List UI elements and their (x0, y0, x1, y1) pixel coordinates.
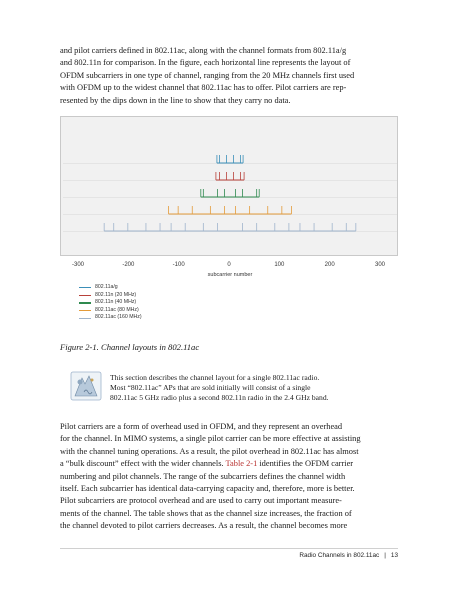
text-line: itself. Each subcarrier has identical data-carrying capacity and, therefore, more is better. (60, 484, 355, 494)
text-line: with OFDM up to the widest channel that 802.11ac has to offer. Pilot carriers are rep- (60, 83, 347, 93)
table-2-1-link[interactable]: Table 2-1 (225, 459, 258, 469)
x-tick-label: -200 (122, 262, 135, 268)
x-tick-label: 0 (227, 262, 231, 268)
text-fragment: a “bulk discount” effect with the wider channels. (60, 459, 226, 469)
x-tick-label: 300 (374, 262, 386, 268)
series-1 (216, 172, 244, 180)
channel-layout-figure (60, 116, 398, 336)
x-axis-label: subcarrier number (207, 272, 253, 278)
legend-item (79, 314, 142, 322)
page-footer (299, 552, 398, 559)
note-text (110, 373, 392, 403)
legend-label: 802.11n (40 MHz) (95, 299, 137, 306)
note-line: Most “802.11ac” APs that are sold initially will consist of a single (110, 383, 311, 392)
text-line: and 802.11n for comparison. In the figure, each horizontal line represents the layout of (60, 58, 351, 68)
plot-area (60, 116, 398, 256)
text-line: Pilot subcarriers are protocol overhead and are used to carry out important measure- (60, 496, 342, 506)
legend-swatch (79, 295, 91, 296)
page-number: 13 (390, 552, 398, 559)
text-line: and pilot carriers defined in 802.11ac, along with the channel formats from 802.11a/g (60, 46, 347, 55)
footer-rule (60, 548, 398, 549)
series-2 (201, 189, 259, 197)
text-line: OFDM subcarriers in one type of channel, ranging from the 20 MHz channels first used (60, 70, 355, 80)
legend-swatch (79, 318, 91, 319)
body-paragraph (60, 421, 398, 533)
chart-legend (79, 284, 142, 322)
legend-swatch (79, 310, 91, 311)
note-block (60, 370, 398, 408)
text-line: ments of the channel. The table shows that as the channel size increases, the fraction of (60, 508, 352, 518)
note-icon (70, 370, 102, 402)
legend-label: 802.11n (20 MHz) (95, 291, 137, 298)
text-fragment: identifies the OFDM carrier (257, 459, 354, 469)
legend-swatch (79, 302, 91, 303)
intro-paragraph (60, 45, 398, 107)
text-line: numbering and pilot channels. The range of the subcarriers defines the channel width (60, 471, 346, 481)
note-line: This section describes the channel layout for a single 802.11ac radio. (110, 373, 320, 382)
plot-svg (61, 117, 399, 257)
x-tick-label: -300 (71, 262, 85, 268)
legend-label: 802.11ac (80 MHz) (95, 306, 139, 313)
legend-item (79, 284, 142, 292)
text-line: resented by the dips down in the line to show that they carry no data. (60, 95, 291, 105)
series-3 (169, 206, 292, 214)
legend-item (79, 299, 142, 307)
series-0 (217, 155, 243, 163)
legend-swatch (79, 287, 91, 288)
legend-item (79, 292, 142, 300)
legend-item (79, 307, 142, 315)
x-tick-label: 100 (274, 262, 285, 268)
text-line: for the channel. In MIMO systems, a single pilot carrier can be more effective at assisting (60, 434, 361, 444)
text-line: the channel devoted to pilot carriers decreases. As a result, the channel becomes more (60, 521, 348, 531)
text-line: with the channel tuning operations. As a result, the pilot overhead in 802.11ac has almost (60, 446, 359, 456)
footer-section-title: Radio Channels in 802.11ac (299, 552, 380, 559)
text-line (60, 458, 398, 470)
x-tick-label: -100 (172, 262, 185, 268)
legend-label: 802.11ac (160 MHz) (95, 314, 142, 321)
footer-separator: | (384, 552, 386, 559)
text-line: Pilot carriers are a form of overhead used in OFDM, and they represent an overhead (60, 422, 343, 431)
series-4 (104, 223, 356, 231)
legend-label: 802.11a/g (95, 284, 118, 290)
x-tick-label: 200 (324, 262, 335, 268)
note-line: 802.11ac 5 GHz radio plus a second 802.11n radio in the 2.4 GHz band. (110, 393, 329, 402)
figure-caption: Figure 2-1. Channel layouts in 802.11ac (60, 342, 200, 352)
